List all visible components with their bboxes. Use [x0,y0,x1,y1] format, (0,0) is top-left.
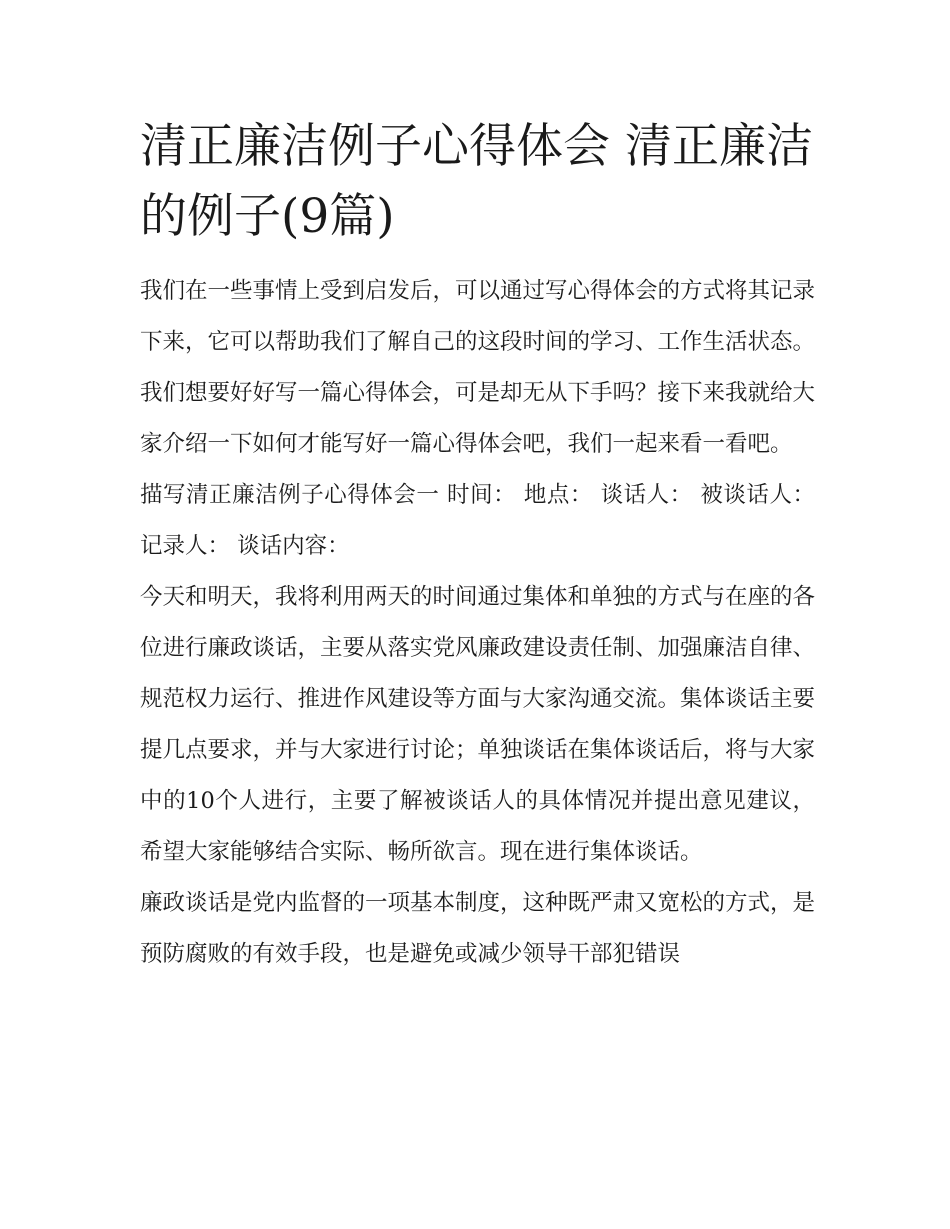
paragraph-meta: 描写清正廉洁例子心得体会一 时间： 地点： 谈话人： 被谈话人： 记录人： 谈话内容： [140,482,815,559]
paragraph-body-2: 廉政谈话是党内监督的一项基本制度，这种既严肃又宽松的方式，是预防腐败的有效手段，也是避免或减少领导干部犯错误 [140,890,816,967]
paragraph-intro: 我们在一些事情上受到启发后，可以通过写心得体会的方式将其记录下来，它可以帮助我们了解自己的这段时间的学习、工作生活状态。我们想要好好写一篇心得体会，可是却无从下手吗？接下来我就给大家介绍一下如何才能写好一篇心得体会吧，我们一起来看一看吧。 [140,278,816,457]
paragraph-body-1: 今天和明天，我将利用两天的时间通过集体和单独的方式与在座的各位进行廉政谈话，主要从落实党风廉政建设责任制、加强廉洁自律、规范权力运行、推进作风建设等方面与大家沟通交流。集体谈话主要提几点要求，并与大家进行讨论；单独谈话在集体谈话后，将与大家中的10个人进行，主要了解被谈话人的具体情况并提出意见建议，希望大家能够结合实际、畅所欲言。现在进行集体谈话。 [140,584,816,865]
document-title: 清正廉洁例子心得体会 清正廉洁的例子(9篇) [140,119,813,244]
document-page [140,112,815,980]
